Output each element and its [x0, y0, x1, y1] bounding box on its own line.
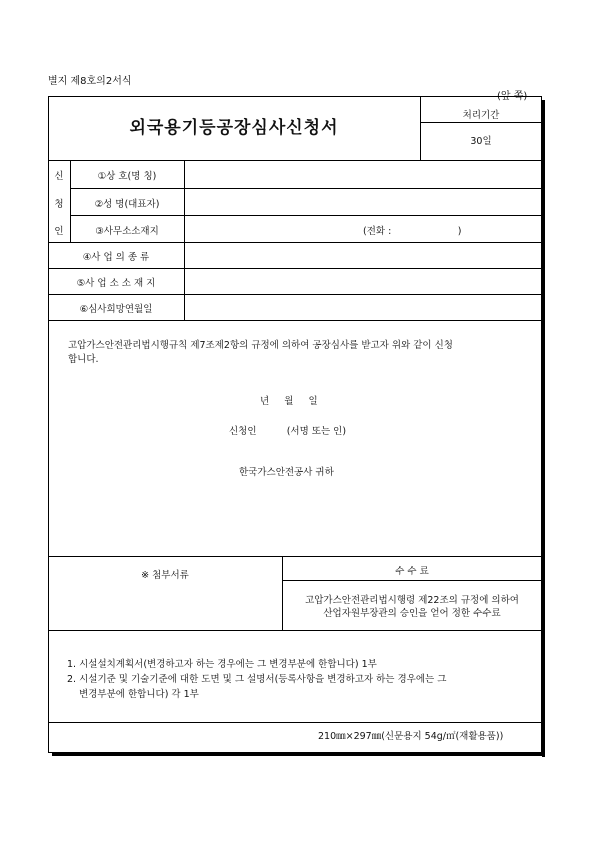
processing-label: 처리기간: [462, 110, 500, 121]
site-location-field[interactable]: [186, 270, 540, 293]
attachment-item-cont: 변경부분에 한합니다) 각 1부: [67, 689, 199, 700]
office-address-field[interactable]: [186, 217, 356, 241]
paper-spec: 210㎜×297㎜(신문용지 54g/㎡(재활용품)): [318, 731, 504, 742]
applicant-group-char: 신: [54, 171, 64, 182]
attachment-top-line: [48, 556, 542, 557]
applicant-signature[interactable]: 신청인 (서명 또는 인): [229, 426, 347, 437]
business-name-label: ①상 호(명 칭): [97, 171, 157, 182]
attachment-item: 2. 시설기준 및 기술기준에 대한 도면 및 그 설명서(등록사항을 변경하고자 하는 경우에는 그: [67, 674, 447, 685]
attachment-bottom-line: [48, 630, 542, 631]
representative-field[interactable]: [186, 190, 540, 214]
office-address-label: ③사무소소재지: [95, 226, 159, 237]
application-statement-cont: 합니다.: [68, 354, 99, 365]
inspection-date-label: ⑥심사희망연월일: [79, 304, 153, 315]
recipient: 한국가스안전공사 귀하: [239, 467, 334, 478]
row-line: [48, 320, 542, 321]
fee-description-cont: 산업자원부장관의 승인을 얻어 정한 수수료: [323, 608, 501, 619]
applicant-group-char: 인: [54, 226, 64, 237]
inspection-date-field[interactable]: [186, 296, 540, 319]
header-divider: [420, 96, 421, 160]
row-line: [48, 294, 542, 295]
row-line: [70, 188, 542, 189]
frame-shadow-bottom: [52, 753, 545, 756]
business-type-field[interactable]: [186, 244, 540, 267]
processing-value: 30일: [470, 136, 492, 147]
footer-line: [48, 722, 542, 723]
date-line[interactable]: 년 월 일: [260, 396, 318, 407]
processing-divider: [420, 122, 542, 123]
fee-description: 고압가스안전관리법시행령 제22조의 규정에 의하여: [305, 595, 519, 606]
site-location-label: ⑤사 업 소 소 재 지: [76, 278, 156, 289]
attachment-item: 1. 시설설치계획서(변경하고자 하는 경우에는 그 변경부분에 한합니다) 1부: [67, 659, 377, 670]
fee-header-line: [282, 580, 542, 581]
row-line: [48, 268, 542, 269]
page-side-label: (앞 쪽): [497, 91, 528, 102]
applicant-group-char: 청: [54, 199, 64, 210]
form-number: 별지 제8호의2서식: [48, 76, 132, 87]
header-bottom-line: [48, 160, 542, 161]
business-type-label: ④사 업 의 종 류: [82, 252, 150, 263]
representative-label: ②성 명(대표자): [94, 199, 160, 210]
row-line: [70, 215, 542, 216]
fee-label: 수 수 료: [395, 566, 429, 577]
frame-shadow-right: [542, 100, 545, 757]
form-title: 외국용기등공장심사신청서: [129, 118, 339, 138]
phone-field[interactable]: (전화 : ): [363, 226, 462, 237]
row-line: [48, 242, 542, 243]
attachments-label: ※ 첨부서류: [141, 570, 189, 581]
business-name-field[interactable]: [186, 162, 540, 186]
application-statement: 고압가스안전관리법시행규칙 제7조제2항의 규정에 의하여 공장심사를 받고자 위와 같이 신청: [68, 340, 453, 351]
label-value-divider: [184, 160, 185, 320]
